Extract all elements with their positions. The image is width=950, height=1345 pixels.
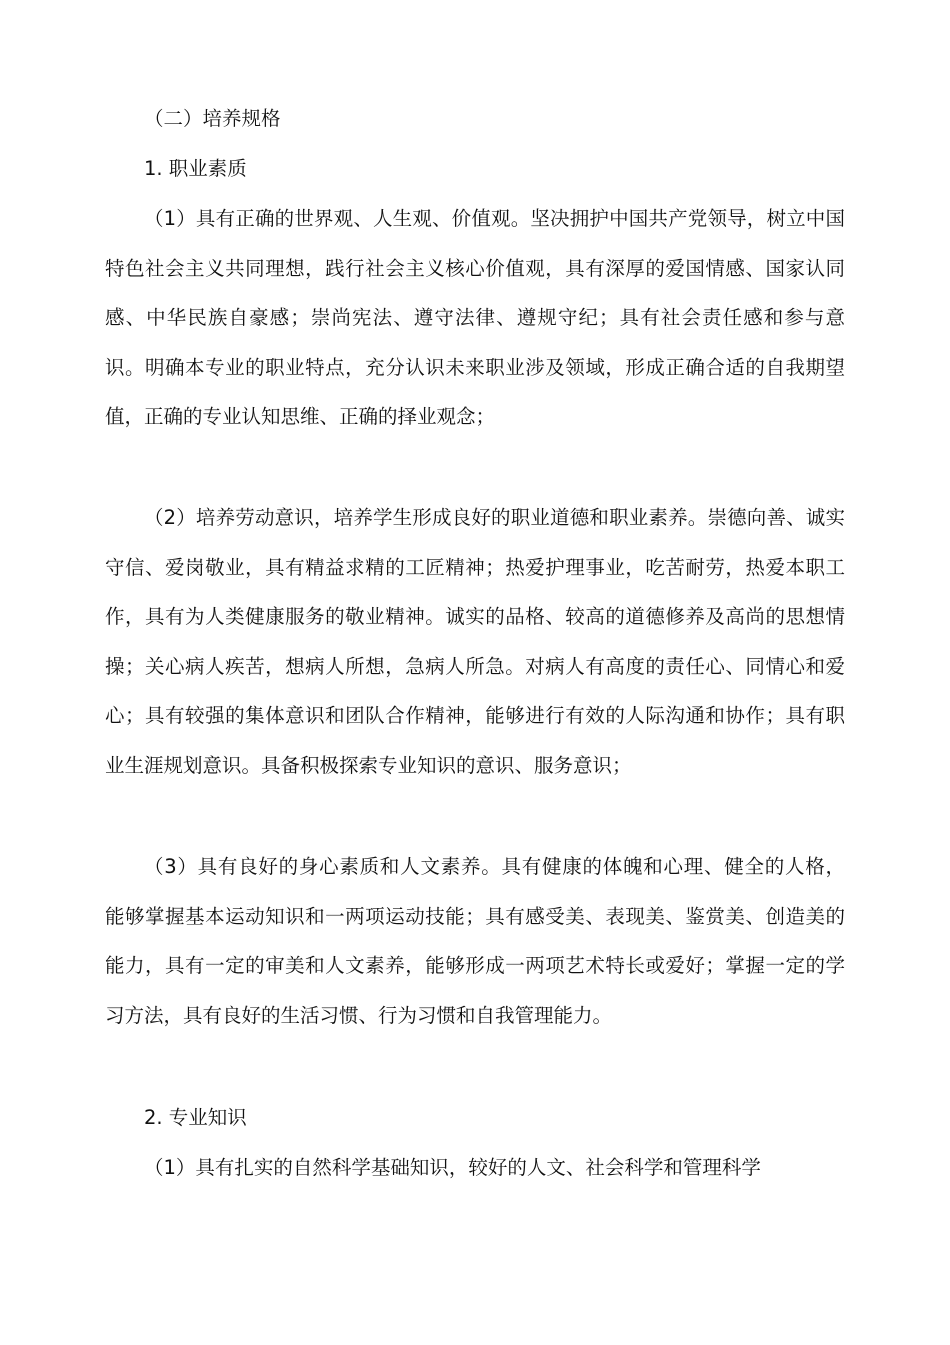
subsection-title-professional-knowledge: 2. 专业知识 — [144, 1106, 247, 1129]
paragraph-quality-1: （1）具有正确的世界观、人生观、价值观。坚决拥护中国共产党领导，树立中国特色社会主义共同理想，践行社会主义核心价值观，具有深厚的爱国情感、国家认同感、中华民族自豪感；崇尚宪法、遵守法律、遵规守纪；具有社会责任感和参与意识。明确本专业的职业特点，充分认识未来职业涉及领域，形成正确合适的自我期望值，正确的专业认知思维、正确的择业观念； — [105, 207, 845, 428]
section-heading: （二）培养规格 — [144, 107, 281, 130]
paragraph-quality-3: （3）具有良好的身心素质和人文素养。具有健康的体魄和心理、健全的人格， 能够掌握基本运动知识和一两项运动技能；具有感受美、表现美、鉴赏美、创造美的能力，具有一定的审美和人文素养，能够形成一两项艺术特长或爱好；掌握一定的学习方法，具有良好的生活习惯、行为习惯和自我管理能力。 — [105, 855, 845, 1027]
paragraph-quality-2: （2）培养劳动意识，培养学生形成良好的职业道德和职业素养。崇德向善、诚实守信、爱岗敬业，具有精益求精的工匠精神；热爱护理事业，吃苦耐劳，热爱本职工作，具有为人类健康服务的敬业精神。诚实的品格、较高的道德修养及高尚的思想情操；关心病人疾苦，想病人所想，急病人所急。对病人有高度的责任心、同情心和爱心；具有较强的集体意识和团队合作精神，能够进行有效的人际沟通和协作；具有职业生涯规划意识。具备积极探索专业知识的意识、服务意识； — [105, 506, 845, 777]
paragraph-knowledge-1: （1）具有扎实的自然科学基础知识，较好的人文、社会科学和管理科学 — [144, 1156, 761, 1179]
subsection-title-professional-quality: 1. 职业素质 — [144, 157, 247, 180]
